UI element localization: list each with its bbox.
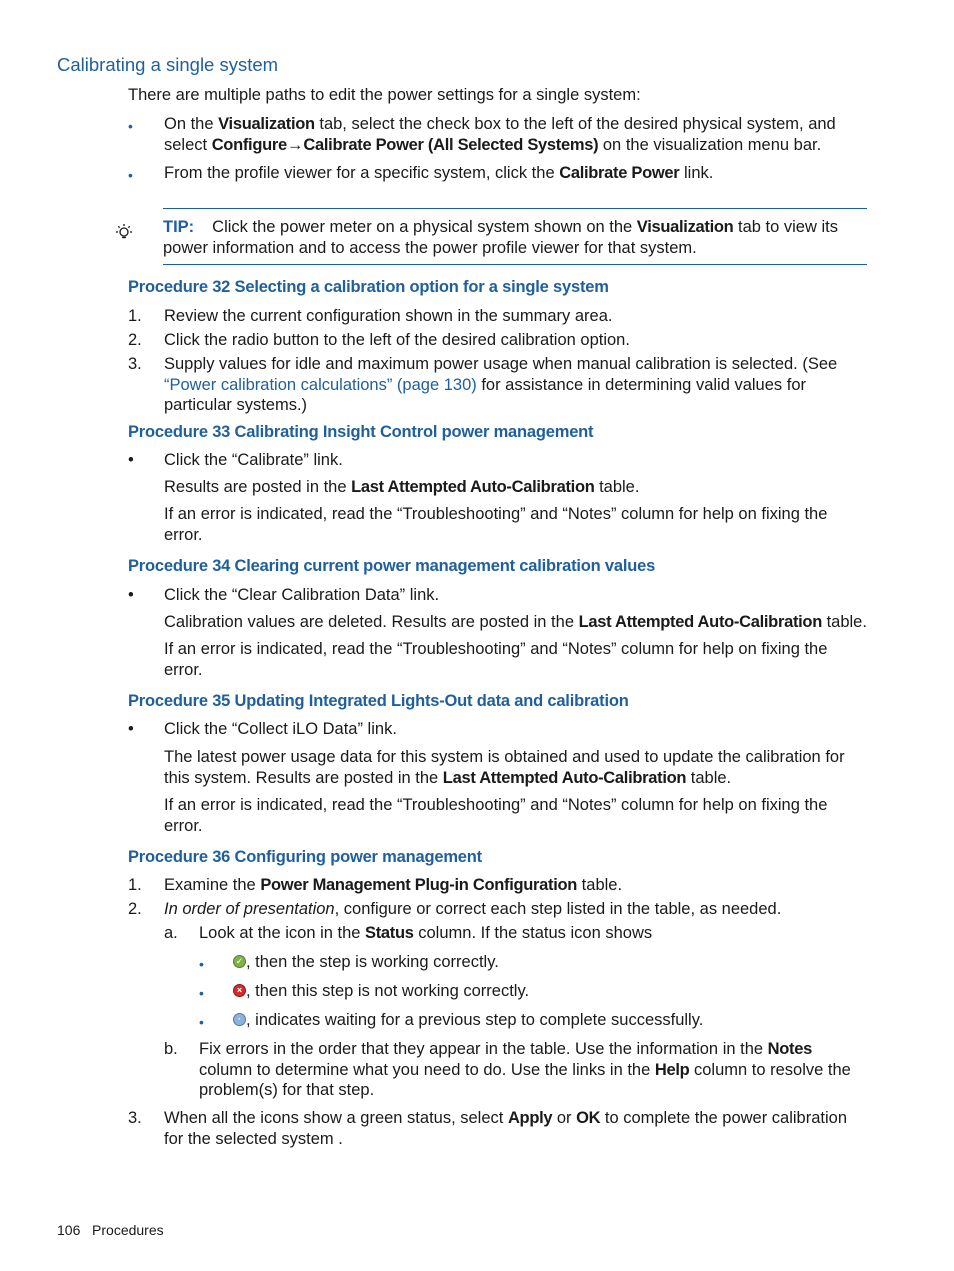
procedure-35-title: Procedure 35 Updating Integrated Lights-Out data and calibration: [128, 692, 629, 710]
section-title: Calibrating a single system: [57, 54, 279, 75]
bullet-marker: •: [128, 451, 134, 469]
intro-paragraph: There are multiple paths to edit the power settings for a single system:: [128, 86, 641, 104]
bullet-marker: •: [128, 586, 134, 604]
procedure-36-title: Procedure 36 Configuring power management: [128, 848, 482, 866]
bullet-marker: •: [128, 720, 134, 738]
step-number: 1.: [128, 876, 142, 894]
error-note: If an error is indicated, read the “Troubleshooting” and “Notes” column for help on fixing the error.: [164, 796, 828, 835]
status-item-waiting: · , indicates waiting for a previous step to complete successfully.: [233, 1010, 867, 1031]
lightbulb-icon: [113, 222, 135, 244]
waiting-circle-icon: ·: [233, 1013, 246, 1026]
step-text: Click the “Clear Calibration Data” link.: [164, 586, 440, 604]
tip-text: TIP: Click the power meter on a physical system shown on the Visualization tab to view its power information and to access the power profile viewer for that system.: [163, 218, 838, 257]
status-item-ok: ✓ , then the step is working correctly.: [233, 952, 867, 973]
step-number: 2.: [128, 900, 142, 918]
bullet-marker: •: [128, 167, 133, 183]
check-circle-icon: ✓: [233, 955, 246, 968]
step-number: 2.: [128, 331, 142, 349]
step-text: Click the “Collect iLO Data” link.: [164, 720, 397, 738]
step-text: Supply values for idle and maximum power usage when manual calibration is selected. (See “Power calibration calculations” (page 130) for assistance in determining valid values for particular systems.): [164, 355, 838, 414]
path-item-visualization: On the Visualization tab, select the check box to the left of the desired physical system, and select Configure→Calibrate Power (All Selected Systems) on the visualization menu bar.: [164, 115, 836, 154]
bullet-marker: •: [199, 956, 204, 972]
error-note: If an error is indicated, read the “Troubleshooting” and “Notes” column for help on fixing the error.: [164, 640, 828, 679]
bullet-marker: •: [199, 1014, 204, 1030]
footer-section: Procedures: [92, 1222, 164, 1238]
substep-letter: b.: [164, 1040, 178, 1058]
path-item-profile-viewer: From the profile viewer for a specific system, click the Calibrate Power link.: [164, 164, 714, 182]
bullet-marker: •: [199, 985, 204, 1001]
result-text: The latest power usage data for this system is obtained and used to update the calibration for this system. Results are posted in the Last Attempted Auto-Calibration table.: [164, 748, 845, 787]
procedure-34-title: Procedure 34 Clearing current power management calibration values: [128, 557, 656, 575]
tip-callout: [163, 208, 867, 265]
result-text: Calibration values are deleted. Results are posted in the Last Attempted Auto-Calibration table.: [164, 613, 867, 631]
substep-text: Look at the icon in the Status column. If the status icon shows: [199, 924, 653, 942]
procedure-32-title: Procedure 32 Selecting a calibration option for a single system: [128, 278, 609, 296]
step-number: 1.: [128, 307, 142, 325]
step-number: 3.: [128, 355, 142, 373]
bullet-marker: •: [128, 118, 133, 134]
step-text: Click the “Calibrate” link.: [164, 451, 343, 469]
substep-letter: a.: [164, 924, 178, 942]
step-text: In order of presentation, configure or correct each step listed in the table, as needed.: [164, 900, 782, 918]
error-circle-icon: ×: [233, 984, 246, 997]
result-text: Results are posted in the Last Attempted Auto-Calibration table.: [164, 478, 640, 496]
status-item-error: × , then this step is not working correctly.: [233, 981, 867, 1002]
step-number: 3.: [128, 1109, 142, 1127]
step-text: Examine the Power Management Plug-in Configuration table.: [164, 876, 623, 894]
procedure-33-title: Procedure 33 Calibrating Insight Control power management: [128, 423, 594, 441]
tip-label: TIP:: [163, 218, 195, 236]
page-number: 106: [57, 1222, 81, 1238]
error-note: If an error is indicated, read the “Troubleshooting” and “Notes” column for help on fixing the error.: [164, 505, 828, 544]
step-text: Review the current configuration shown in the summary area.: [164, 307, 613, 325]
power-calibration-link[interactable]: “Power calibration calculations” (page 130): [164, 375, 477, 394]
substep-text: Fix errors in the order that they appear in the table. Use the information in the Notes column to determine what you need to do. Use the links in the Help column to resolve the problem(s) for that step.: [199, 1040, 851, 1099]
step-text: Click the radio button to the left of the desired calibration option.: [164, 331, 630, 349]
page-footer: [57, 1222, 164, 1238]
step-text: When all the icons show a green status, select Apply or OK to complete the power calibration for the selected system .: [164, 1109, 847, 1148]
